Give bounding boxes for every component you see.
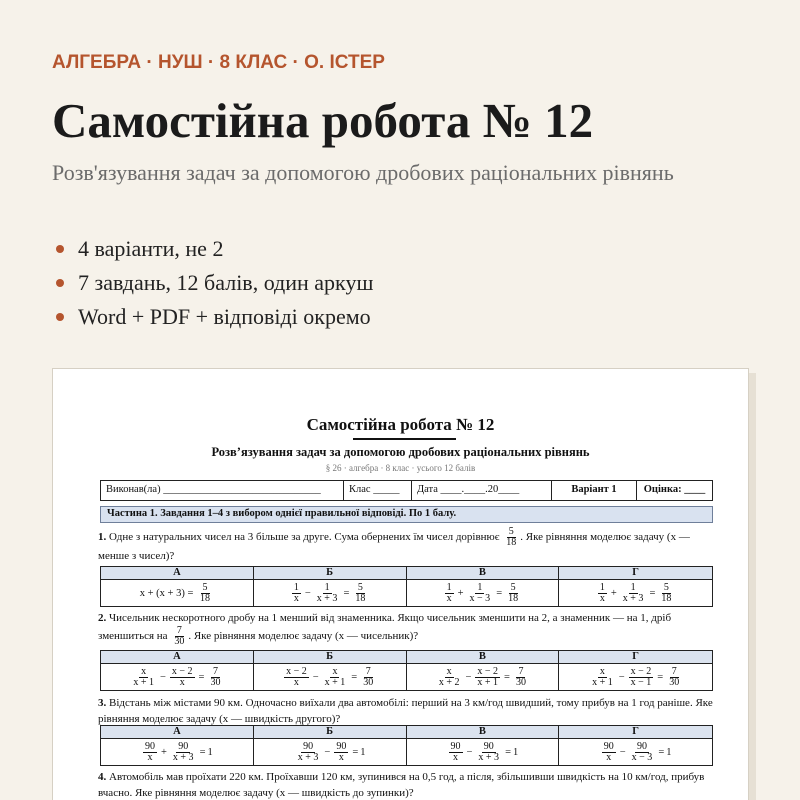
feature-item: 4 варіанти, не 2 xyxy=(56,232,373,266)
inline-fraction: $\frac{7}{30}$ xyxy=(174,625,185,647)
option-cell: $\frac{1}{x}$ + $\frac{1}{x - 3}$ = $\frac{5}{18}$ xyxy=(407,580,560,606)
page-title: Самостійна робота № 12 xyxy=(52,93,594,148)
option-cell: $\frac{1}{x}$ − $\frac{1}{x + 3}$ = $\frac{5}{18}$ xyxy=(254,580,407,606)
date-field: Дата ____.____.20____ xyxy=(412,481,552,500)
section-header: Частина 1. Завдання 1–4 з вибором однієї правильної відповіді. По 1 балу. xyxy=(100,506,713,523)
option-cell: $\frac{x}{x + 2}$ − $\frac{x - 2}{x + 1}$ = $\frac{7}{30}$ xyxy=(407,664,560,690)
option-cell: $\frac{x}{x + 1}$ − $\frac{x - 2}{x}$ = $\frac{7}{30}$ xyxy=(101,664,254,690)
student-info-row xyxy=(100,480,713,501)
class-field: Клас _____ xyxy=(344,481,412,500)
task-3: 3. Відстань між містами 90 км. Одночасно виїхали два автомобілі: перший на 3 км/год швидший, тому прибув на 1 год раніше. Яке рівняння моделює задачу (x — швидкість другого)? xyxy=(98,697,713,725)
task-2: 2. Чисельник нескоротного дробу на 1 менший від знаменника. Якщо чисельник зменшити на 2, а знаменник — на 1, дріб зменшиться на $\frac{7}{30}$ . Яке рівняння моделює задачу (x — чисельник)? xyxy=(98,612,672,647)
bullet-dot-icon xyxy=(56,279,64,287)
task-1: 1. Одне з натуральних чисел на 3 більше за друге. Сума обернених їм чисел дорівнює $\frac{5}{18}$ . Яке рівняння моделює задачу (x — менше з чисел)? xyxy=(98,526,690,562)
options-table-3: А Б В Г $\frac{90}{x}$ + $\frac{90}{x + 3}$ = 1 $\frac{90}{x + 3}$ − $\frac{90}{x}$ = 1 $\frac{90}{x}$ − $\frac{90}{x + 3}$ = 1 $\frac{90}{x}$ − $\frac{90}{x - 3}$ = 1 xyxy=(100,725,713,766)
worksheet-title: Самостійна робота № 12 xyxy=(306,415,495,434)
option-cell: $\frac{x - 2}{x}$ − $\frac{x}{x + 1}$ = $\frac{7}{30}$ xyxy=(254,664,407,690)
name-field: Виконав(ла) ______________________________ xyxy=(101,481,344,500)
worksheet-meta: § 26 · алгебра · 8 клас · усього 12 балів xyxy=(325,463,476,473)
option-cell: $\frac{90}{x}$ − $\frac{90}{x - 3}$ = 1 xyxy=(603,740,672,763)
inline-fraction: $\frac{5}{18}$ xyxy=(506,526,517,548)
page-subtitle: Розв'язування задач за допомогою дробових раціональних рівнянь xyxy=(52,160,674,185)
feature-list xyxy=(56,232,373,334)
option-cell: $\frac{90}{x + 3}$ − $\frac{90}{x}$ = 1 xyxy=(254,739,407,765)
worksheet-subtitle: Розв’язування задач за допомогою дробових раціональних рівнянь xyxy=(211,445,590,459)
grade-field: Оцінка: ____ xyxy=(643,484,706,495)
option-cell: $\frac{x}{x + 1}$ − $\frac{x - 2}{x - 1}$ = $\frac{7}{30}$ xyxy=(592,665,680,688)
option-cell: $\frac{90}{x}$ + $\frac{90}{x + 3}$ = 1 xyxy=(101,739,254,765)
options-table-2: А Б В Г $\frac{x}{x + 1}$ − $\frac{x - 2}{x}$ = $\frac{7}{30}$ $\frac{x - 2}{x}$ − $\frac{x}{x + 1}$ = $\frac{7}{30}$ $\frac{x}{x + 2}$ − $\frac{x - 2}{x + 1}$ = $\frac{7}{30}$ $\frac{x}{x + 1}$ − $\frac{x - 2}{x - 1}$ = $\frac{7}{30}$ xyxy=(100,650,713,691)
option-cell: $\frac{1}{x}$ + $\frac{1}{x + 3}$ = $\frac{5}{18}$ xyxy=(599,581,672,604)
feature-item: Word + PDF + відповіді окремо xyxy=(56,300,373,334)
task-4: 4. Автомобіль мав проїхати 220 км. Проїхавши 120 км, зупинився на 0,5 год, а після, збільшивши швидкість на 10 км/год, прибув вчасно. Яке рівняння моделює задачу (x — швидкість до зупинки)? xyxy=(98,771,705,799)
bullet-dot-icon xyxy=(56,245,64,253)
title-underline xyxy=(353,438,456,440)
variant-label: Варіант 1 xyxy=(552,481,637,500)
option-cell: x + (x + 3) = $\frac{5}{18}$ xyxy=(101,580,254,606)
subject-kicker: АЛГЕБРА · НУШ · 8 КЛАС · О. ІСТЕР xyxy=(52,52,385,73)
option-cell: $\frac{90}{x}$ − $\frac{90}{x + 3}$ = 1 xyxy=(407,739,560,765)
options-table-1: А Б В Г x + (x + 3) = $\frac{5}{18}$ $\frac{1}{x}$ − $\frac{1}{x + 3}$ = $\frac{5}{18}$ $\frac{1}{x}$ + $\frac{1}{x - 3}$ = $\frac{5}{18}$ $\frac{1}{x}$ + $\frac{1}{x + 3}$ = $\frac{5}{18}$ xyxy=(100,566,713,607)
bullet-dot-icon xyxy=(56,313,64,321)
feature-item: 7 завдань, 12 балів, один аркуш xyxy=(56,266,373,300)
worksheet-preview xyxy=(52,368,749,800)
